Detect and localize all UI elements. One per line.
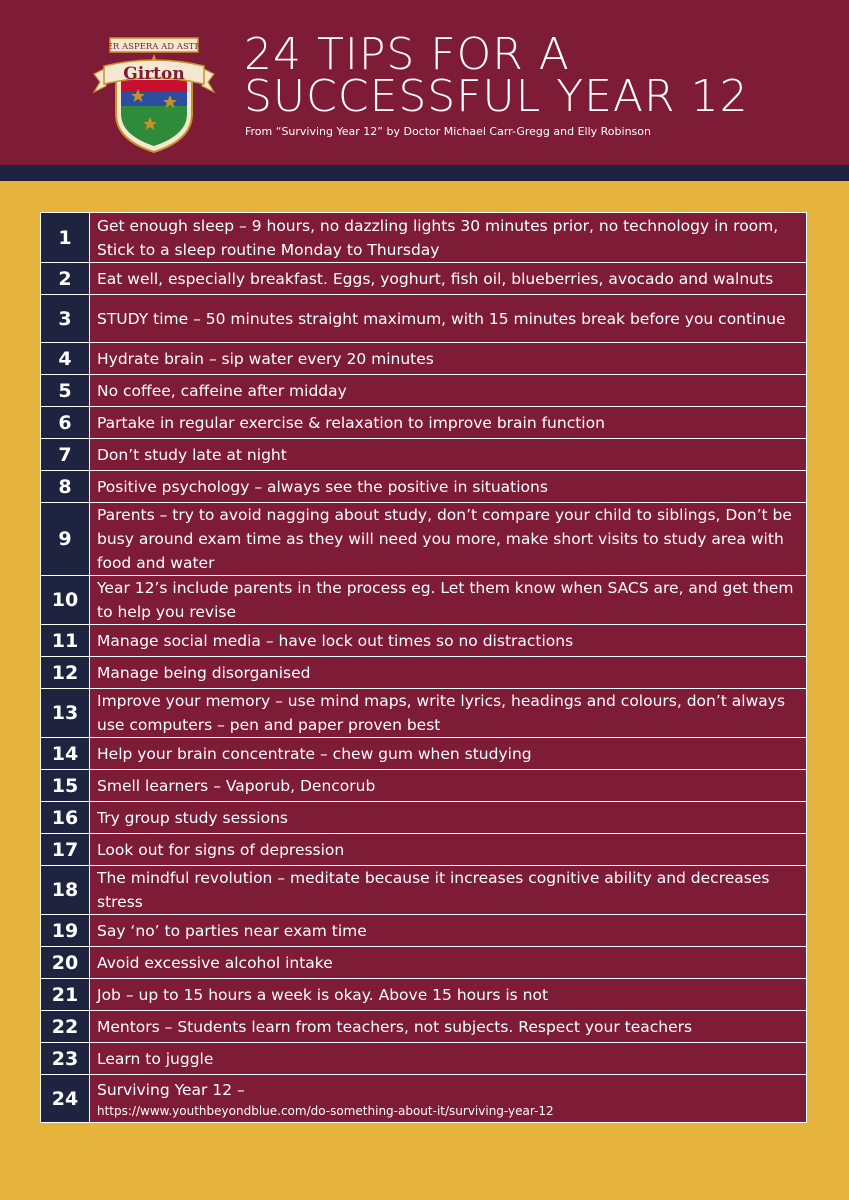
tip-row bbox=[41, 947, 807, 979]
tip-number: 19 bbox=[41, 915, 90, 947]
tip-number: 24 bbox=[41, 1075, 90, 1123]
tip-number: 14 bbox=[41, 738, 90, 770]
tip-row bbox=[41, 295, 807, 343]
tip-row bbox=[41, 979, 807, 1011]
tip-text: Partake in regular exercise & relaxation to improve brain function bbox=[97, 413, 605, 432]
tip-text-cell bbox=[90, 738, 807, 770]
tip-number: 16 bbox=[41, 802, 90, 834]
tip-text: The mindful revolution – meditate because it increases cognitive ability and decreases stress bbox=[97, 869, 770, 911]
tip-row bbox=[41, 471, 807, 503]
tip-row bbox=[41, 802, 807, 834]
tip-text: Positive psychology – always see the positive in situations bbox=[97, 477, 548, 496]
tip-text: Get enough sleep – 9 hours, no dazzling lights 30 minutes prior, no technology in room, Stick to a sleep routine Monday to Thursday bbox=[97, 216, 779, 259]
tip-text-cell bbox=[90, 947, 807, 979]
tip-row bbox=[41, 1075, 807, 1123]
tip-text: Try group study sessions bbox=[97, 808, 288, 827]
header-divider-band bbox=[0, 165, 849, 181]
tip-text: Mentors – Students learn from teachers, not subjects. Respect your teachers bbox=[97, 1017, 693, 1036]
page-subtitle: From “Surviving Year 12” by Doctor Michael Carr-Gregg and Elly Robinson bbox=[245, 125, 651, 138]
tip-number: 7 bbox=[41, 439, 90, 471]
tip-text-cell bbox=[90, 1043, 807, 1075]
tip-text-cell bbox=[90, 770, 807, 802]
tip-number: 3 bbox=[41, 295, 90, 343]
tip-number: 12 bbox=[41, 657, 90, 689]
tip-number: 21 bbox=[41, 979, 90, 1011]
tip-row bbox=[41, 343, 807, 375]
tip-row bbox=[41, 689, 807, 738]
tip-row bbox=[41, 213, 807, 263]
tip-number: 13 bbox=[41, 689, 90, 738]
tip-row bbox=[41, 375, 807, 407]
tip-text-cell bbox=[90, 625, 807, 657]
tips-table bbox=[40, 212, 807, 1123]
tip-text: Manage being disorganised bbox=[97, 663, 311, 682]
tip-text: Avoid excessive alcohol intake bbox=[97, 953, 333, 972]
tip-text-cell bbox=[90, 263, 807, 295]
page-title bbox=[244, 29, 844, 122]
tip-row bbox=[41, 738, 807, 770]
tip-text: Improve your memory – use mind maps, write lyrics, headings and colours, don’t always use computers – pen and paper proven best bbox=[97, 692, 786, 734]
tip-text-cell bbox=[90, 407, 807, 439]
tip-text-cell bbox=[90, 915, 807, 947]
tip-text-cell bbox=[90, 503, 807, 576]
tip-text-cell bbox=[90, 439, 807, 471]
tip-text: Surviving Year 12 – bbox=[97, 1080, 245, 1099]
tip-text-cell bbox=[90, 375, 807, 407]
tip-row bbox=[41, 263, 807, 295]
tip-row bbox=[41, 503, 807, 576]
tip-text: Help your brain concentrate – chew gum when studying bbox=[97, 744, 532, 763]
tip-number: 20 bbox=[41, 947, 90, 979]
tip-row bbox=[41, 834, 807, 866]
tip-number: 10 bbox=[41, 576, 90, 625]
tip-number: 2 bbox=[41, 263, 90, 295]
tip-text-cell bbox=[90, 471, 807, 503]
tip-row bbox=[41, 625, 807, 657]
tip-number: 22 bbox=[41, 1011, 90, 1043]
tip-text-cell bbox=[90, 576, 807, 625]
tip-number: 9 bbox=[41, 503, 90, 576]
tip-text: Learn to juggle bbox=[97, 1049, 214, 1068]
crest-motto: PER ASPERA AD ASTRA bbox=[101, 42, 207, 52]
tip-text: STUDY time – 50 minutes straight maximum, with 15 minutes break before you continue bbox=[97, 309, 786, 328]
tip-text: Year 12’s include parents in the process eg. Let them know when SACS are, and get them to help you revise bbox=[97, 579, 794, 621]
page-title-line-1: 24 TIPS FOR A bbox=[244, 29, 570, 80]
tip-row bbox=[41, 576, 807, 625]
tip-number: 17 bbox=[41, 834, 90, 866]
tip-text: Smell learners – Vaporub, Dencorub bbox=[97, 776, 376, 795]
tip-text: No coffee, caffeine after midday bbox=[97, 381, 347, 400]
tip-text-cell bbox=[90, 802, 807, 834]
tip-link[interactable]: https://www.youthbeyondblue.com/do-something-about-it/surviving-year-12 bbox=[97, 1103, 554, 1118]
tip-number: 23 bbox=[41, 1043, 90, 1075]
tip-text-cell bbox=[90, 1075, 807, 1123]
tip-text-cell bbox=[90, 979, 807, 1011]
girton-crest-logo bbox=[88, 22, 220, 154]
tip-row bbox=[41, 439, 807, 471]
tip-row bbox=[41, 866, 807, 915]
tip-number: 8 bbox=[41, 471, 90, 503]
tip-number: 4 bbox=[41, 343, 90, 375]
tip-number: 18 bbox=[41, 866, 90, 915]
tip-text: Look out for signs of depression bbox=[97, 840, 345, 859]
tip-text-cell bbox=[90, 1011, 807, 1043]
tip-text-cell bbox=[90, 866, 807, 915]
tip-text: Job – up to 15 hours a week is okay. Above 15 hours is not bbox=[97, 985, 549, 1004]
tip-text-cell bbox=[90, 295, 807, 343]
tip-text: Eat well, especially breakfast. Eggs, yoghurt, fish oil, blueberries, avocado and walnuts bbox=[97, 269, 774, 288]
crest-name: Girton bbox=[123, 64, 185, 84]
tip-text-cell bbox=[90, 657, 807, 689]
tip-number: 5 bbox=[41, 375, 90, 407]
tip-number: 6 bbox=[41, 407, 90, 439]
tip-text: Don’t study late at night bbox=[97, 445, 287, 464]
tip-row bbox=[41, 1011, 807, 1043]
tip-text-cell bbox=[90, 689, 807, 738]
tip-number: 15 bbox=[41, 770, 90, 802]
tip-number: 1 bbox=[41, 213, 90, 263]
tip-text-cell bbox=[90, 834, 807, 866]
tip-row bbox=[41, 657, 807, 689]
page-title-line-2: SUCCESSFUL YEAR 12 bbox=[244, 71, 749, 122]
tip-row bbox=[41, 1043, 807, 1075]
tip-text: Hydrate brain – sip water every 20 minutes bbox=[97, 349, 434, 368]
tip-text-cell bbox=[90, 343, 807, 375]
tip-row bbox=[41, 407, 807, 439]
tip-number: 11 bbox=[41, 625, 90, 657]
tip-row bbox=[41, 770, 807, 802]
tip-row bbox=[41, 915, 807, 947]
tip-text: Parents – try to avoid nagging about study, don’t compare your child to siblings, Don’t be busy around exam time as they will need you more, make short visits to study area with food and water bbox=[97, 506, 792, 572]
tip-text-cell bbox=[90, 213, 807, 263]
tip-text: Manage social media – have lock out times so no distractions bbox=[97, 631, 574, 650]
tip-text: Say ‘no’ to parties near exam time bbox=[97, 921, 367, 940]
